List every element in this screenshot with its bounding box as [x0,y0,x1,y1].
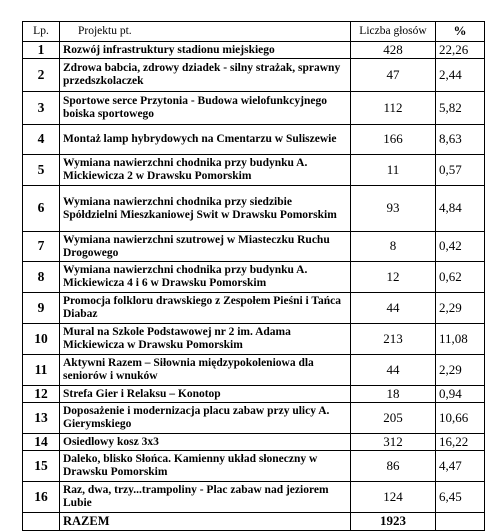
project-name: Aktywni Razem – Siłownia międzypokoleniowa dla seniorów i wnuków [60,355,351,386]
project-name: Wymiana nawierzchni chodnika przy budynku A. Mickiewicza 2 w Drawsku Pomorskim [60,155,351,186]
project-name: Doposażenie i modernizacja placu zabaw przy ulicy A. Gierymskiego [60,403,351,434]
vote-percent: 22,26 [436,42,485,59]
project-name: Osiedlowy kosz 3x3 [60,434,351,451]
row-number: 16 [23,482,60,513]
vote-count: 428 [351,42,436,59]
project-name: Sportowe serce Przytonia - Budowa wielofunkcyjnego boiska sportowego [60,92,351,125]
vote-percent: 4,47 [436,451,485,482]
header-row [23,22,485,42]
vote-count: 12 [351,262,436,293]
table-row [23,451,485,482]
vote-percent: 2,29 [436,293,485,324]
project-name: Wymiana nawierzchni szutrowej w Miasteczku Ruchu Drogowego [60,232,351,262]
vote-count: 47 [351,59,436,92]
vote-count: 205 [351,403,436,434]
header-votes: Liczba głosów [351,22,436,42]
row-number: 3 [23,92,60,125]
total-votes: 1923 [351,513,436,531]
table-row [23,293,485,324]
table-row [23,232,485,262]
table-row [23,403,485,434]
row-number: 11 [23,355,60,386]
project-name: Raz, dwa, trzy...trampoliny - Plac zabaw nad jeziorem Lubie [60,482,351,513]
row-number: 6 [23,186,60,232]
vote-percent: 11,08 [436,324,485,355]
header-percent: % [436,22,485,42]
header-project: Projektu pt. [60,22,351,42]
table-row [23,125,485,155]
table-row [23,482,485,513]
table-row [23,155,485,186]
total-pct-empty-cell [436,513,485,531]
vote-count: 18 [351,386,436,403]
project-name: Rozwój infrastruktury stadionu miejskiego [60,42,351,59]
table-row [23,59,485,92]
vote-count: 11 [351,155,436,186]
row-number: 13 [23,403,60,434]
vote-count: 124 [351,482,436,513]
vote-count: 93 [351,186,436,232]
vote-percent: 2,29 [436,355,485,386]
vote-percent: 0,62 [436,262,485,293]
total-label: RAZEM [60,513,351,531]
table-row [23,386,485,403]
table-row [23,186,485,232]
vote-percent: 10,66 [436,403,485,434]
table-row [23,92,485,125]
vote-percent: 2,44 [436,59,485,92]
table-row [23,262,485,293]
voting-results-table [22,21,485,531]
project-name: Wymiana nawierzchni chodnika przy siedzibie Spółdzielni Mieszkaniowej Swit w Drawsku Pomorskim [60,186,351,232]
total-row [23,513,485,531]
row-number: 1 [23,42,60,59]
row-number: 5 [23,155,60,186]
project-name: Montaż lamp hybrydowych na Cmentarzu w Suliszewie [60,125,351,155]
row-number: 14 [23,434,60,451]
row-number: 2 [23,59,60,92]
row-number: 9 [23,293,60,324]
vote-percent: 4,84 [436,186,485,232]
project-name: Daleko, blisko Słońca. Kamienny układ słoneczny w Drawsku Pomorskim [60,451,351,482]
vote-percent: 0,42 [436,232,485,262]
vote-count: 44 [351,355,436,386]
vote-count: 44 [351,293,436,324]
vote-count: 166 [351,125,436,155]
project-name: Mural na Szkole Podstawowej nr 2 im. Adama Mickiewicza w Drawsku Pomorskim [60,324,351,355]
row-number: 4 [23,125,60,155]
vote-percent: 0,94 [436,386,485,403]
vote-count: 112 [351,92,436,125]
row-number: 7 [23,232,60,262]
project-name: Promocja folkloru drawskiego z Zespołem Pieśni i Tańca Diabaz [60,293,351,324]
project-name: Strefa Gier i Relaksu – Konotop [60,386,351,403]
vote-percent: 6,45 [436,482,485,513]
vote-count: 213 [351,324,436,355]
header-lp: Lp. [23,22,60,42]
total-empty-cell [23,513,60,531]
project-name: Zdrowa babcia, zdrowy dziadek - silny strażak, sprawny przedszkolaczek [60,59,351,92]
vote-percent: 16,22 [436,434,485,451]
vote-percent: 5,82 [436,92,485,125]
row-number: 15 [23,451,60,482]
project-name: Wymiana nawierzchni chodnika przy budynku A. Mickiewicza 4 i 6 w Drawsku Pomorskim [60,262,351,293]
table-row [23,324,485,355]
vote-percent: 0,57 [436,155,485,186]
vote-count: 8 [351,232,436,262]
vote-count: 312 [351,434,436,451]
row-number: 8 [23,262,60,293]
row-number: 10 [23,324,60,355]
vote-percent: 8,63 [436,125,485,155]
table-row [23,42,485,59]
table-row [23,434,485,451]
row-number: 12 [23,386,60,403]
table-row [23,355,485,386]
vote-count: 86 [351,451,436,482]
